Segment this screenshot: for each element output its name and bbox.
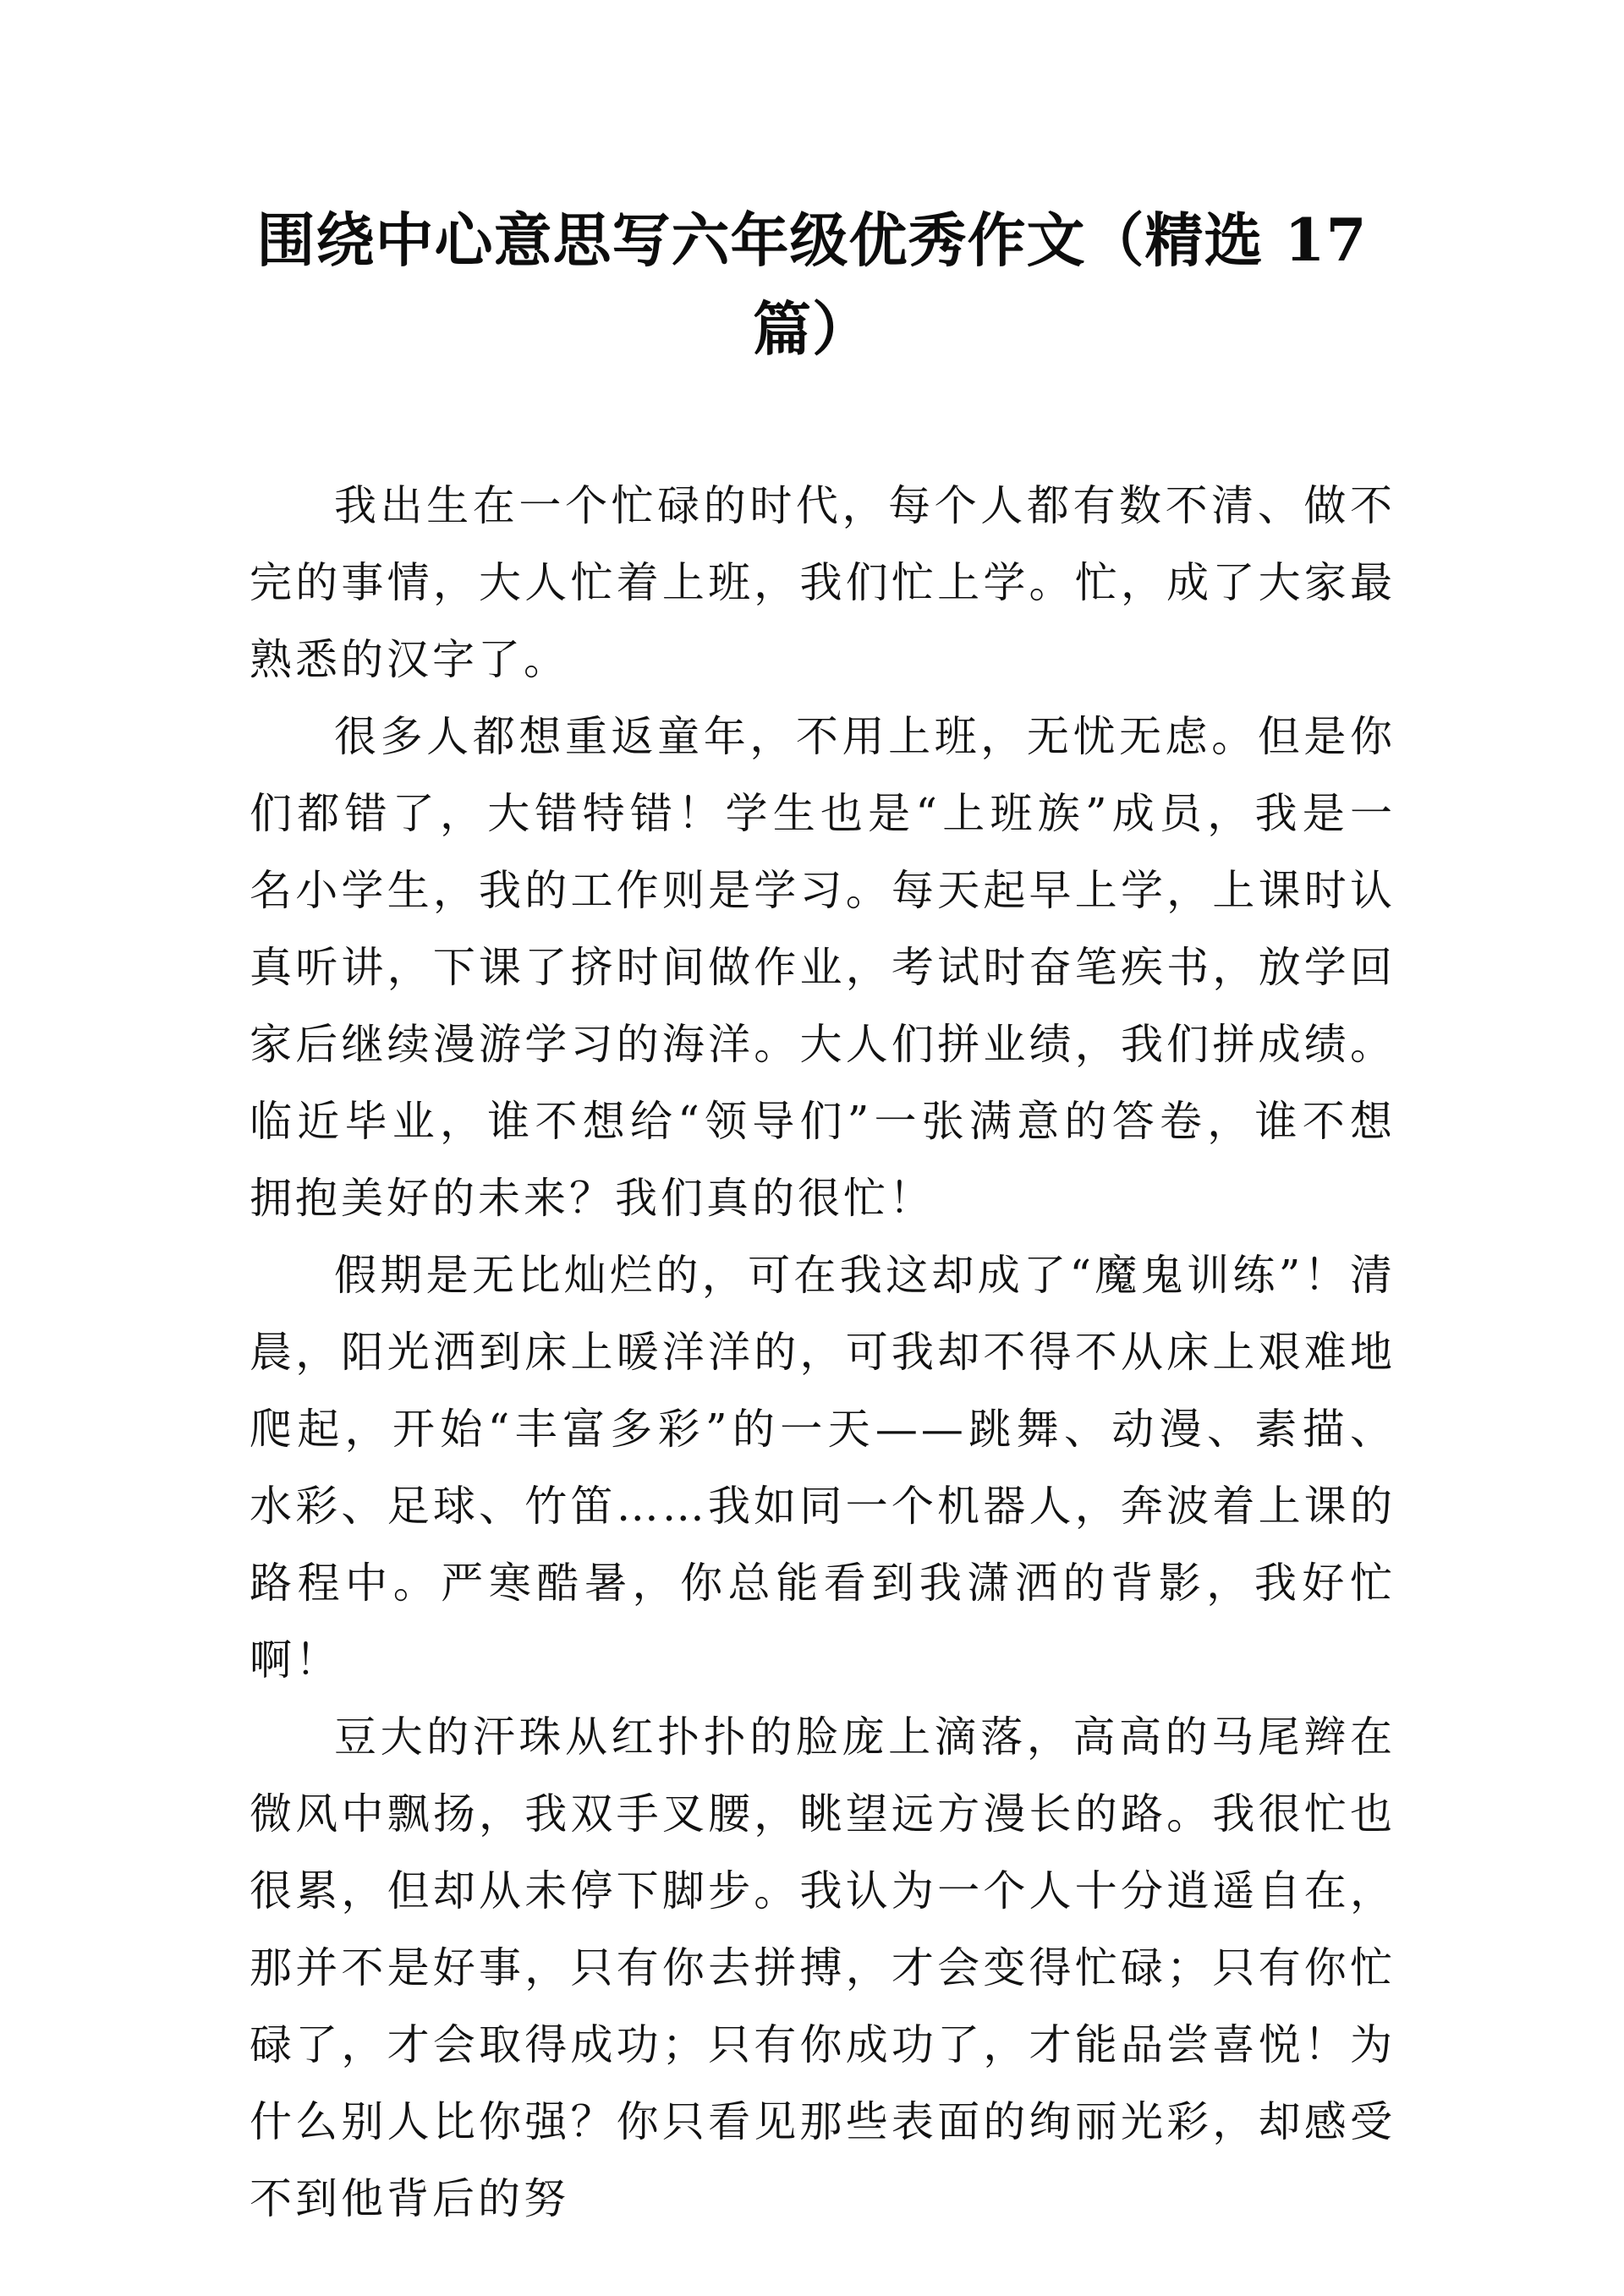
document-body: [250, 468, 1396, 2238]
paragraph: 豆大的汗珠从红扑扑的脸庞上滴落，高高的马尾辫在微风中飘扬，我双手叉腰，眺望远方漫长的路。我很忙也很累，但却从未停下脚步。我认为一个人十分逍遥自在，那并不是好事，只有你去拼搏，才会变得忙碌；只有你忙碌了，才会取得成功；只有你成功了，才能品尝喜悦！为什么别人比你强？你只看见那些表面的绚丽光彩，却感受不到他背后的努: [250, 1712, 1396, 2223]
paragraph: 很多人都想重返童年，不用上班，无忧无虑。但是你们都错了，大错特错！学生也是“上班族”成员，我是一名小学生，我的工作则是学习。每天起早上学，上课时认真听讲，下课了挤时间做作业，考试时奋笔疾书，放学回家后继续漫游学习的海洋。大人们拼业绩，我们拼成绩。临近毕业，谁不想给“领导们”一张满意的答卷，谁不想拥抱美好的未来？我们真的很忙！: [250, 712, 1396, 1223]
paragraph: 我出生在一个忙碌的时代，每个人都有数不清、做不完的事情，大人忙着上班，我们忙上学。忙，成了大家最熟悉的汉字了。: [250, 481, 1396, 684]
paragraph: 假期是无比灿烂的，可在我这却成了“魔鬼训练”！清晨，阳光洒到床上暖洋洋的，可我却不得不从床上艰难地爬起，开始“丰富多彩”的一天——跳舞、动漫、素描、水彩、足球、竹笛……我如同一个机器人，奔波着上课的路程中。严寒酷暑，你总能看到我潇洒的背影，我好忙啊！: [250, 1251, 1396, 1685]
document-title: 围绕中心意思写六年级优秀作文（精选 17 篇）: [256, 206, 1368, 364]
